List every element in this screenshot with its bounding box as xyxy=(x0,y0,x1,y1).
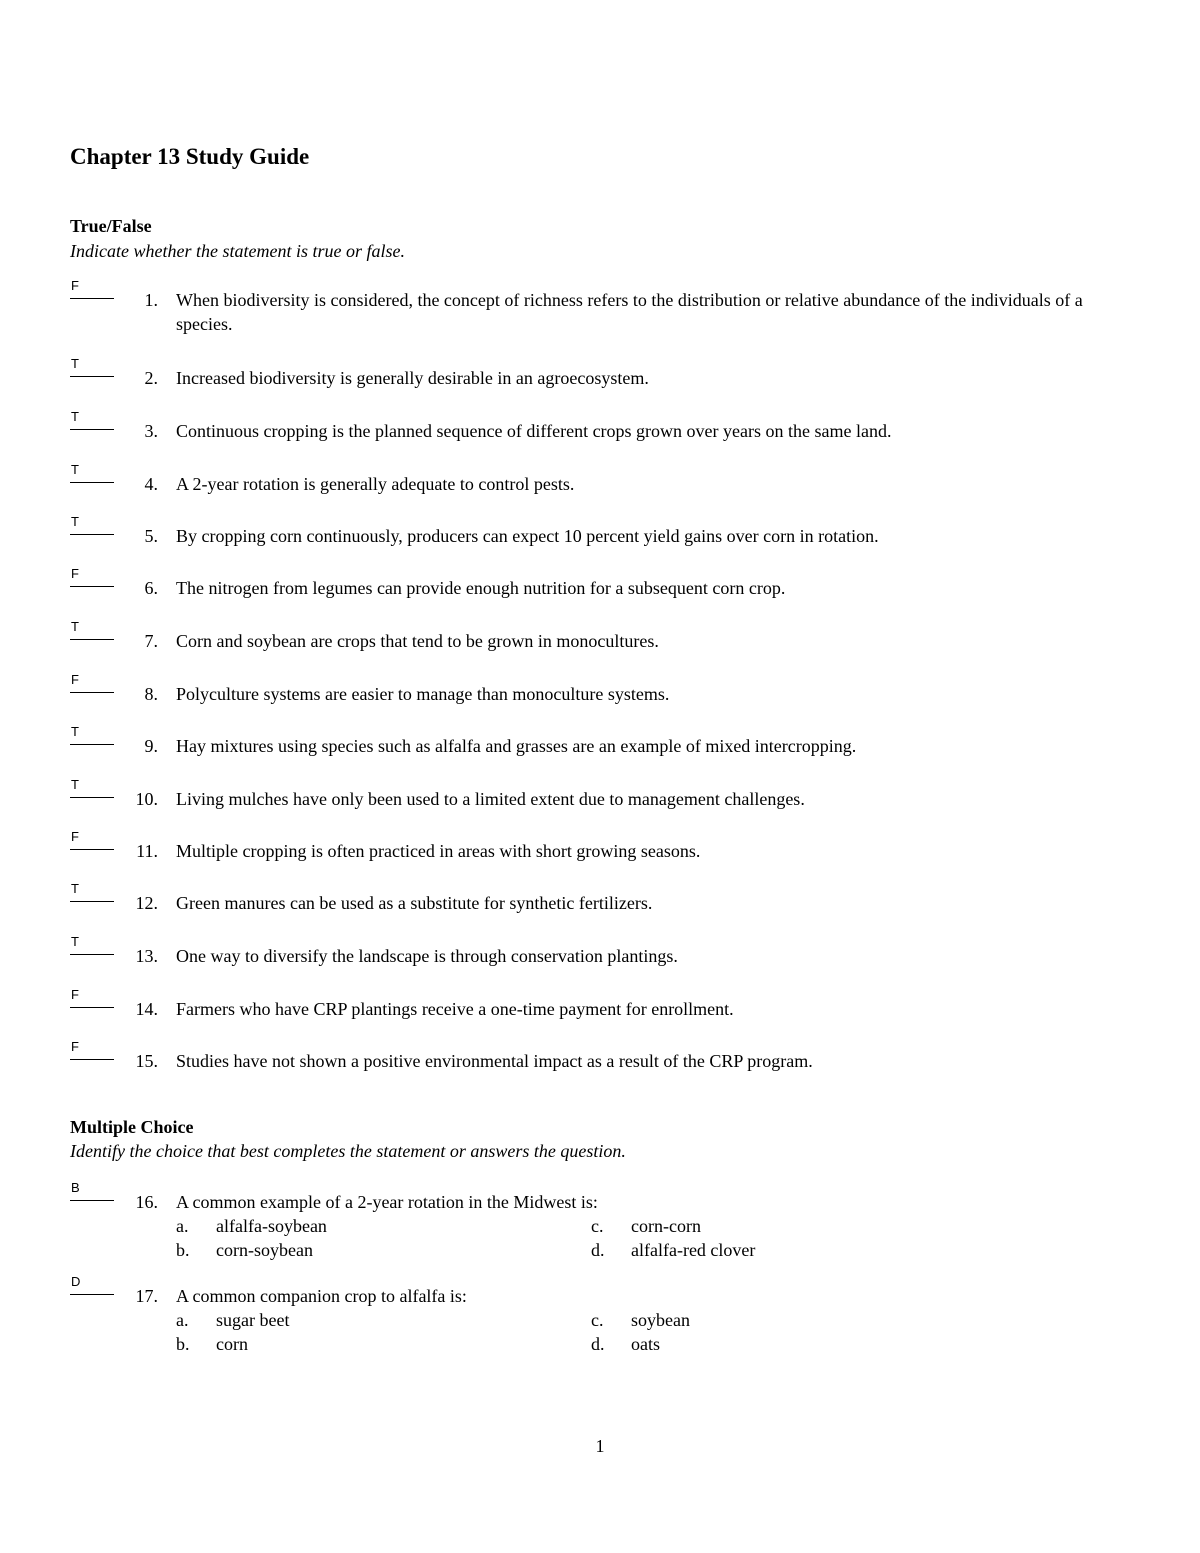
question-number: 5. xyxy=(144,526,158,546)
choice-text: oats xyxy=(631,1334,660,1354)
question-text: Increased biodiversity is generally desirable in an agroecosystem. xyxy=(176,368,649,388)
answer-blank[interactable]: F xyxy=(70,830,114,850)
multiple-choice-instruction: Identify the choice that best completes the statement or answers the question. xyxy=(70,1141,626,1161)
question-number: 12. xyxy=(135,893,158,913)
question-number: 6. xyxy=(144,578,158,598)
answer-blank[interactable]: T xyxy=(70,725,114,745)
question-text: One way to diversify the landscape is through conservation plantings. xyxy=(176,946,678,966)
question-text: Studies have not shown a positive environmental impact as a result of the CRP program. xyxy=(176,1051,813,1071)
question-text: Green manures can be used as a substitute for synthetic fertilizers. xyxy=(176,893,653,913)
question-number: 10. xyxy=(135,789,158,809)
question-text: Hay mixtures using species such as alfalfa and grasses are an example of mixed intercropping. xyxy=(176,736,857,756)
question-number: 7. xyxy=(144,631,158,651)
question-number: 14. xyxy=(135,999,158,1019)
question-text: Corn and soybean are crops that tend to be grown in monocultures. xyxy=(176,631,659,651)
choice-letter: d. xyxy=(591,1240,605,1260)
question-text: A common example of a 2-year rotation in the Midwest is: xyxy=(176,1192,598,1212)
question-text: When biodiversity is considered, the concept of richness refers to the distribution or relative abundance of the individuals of a species. xyxy=(176,290,1083,334)
answer-choice[interactable] xyxy=(591,1308,690,1332)
choice-text: alfalfa-soybean xyxy=(216,1216,327,1236)
answer-blank[interactable]: T xyxy=(70,410,114,430)
answer-blank[interactable]: T xyxy=(70,882,114,902)
answer-blank[interactable]: T xyxy=(70,357,114,377)
question-number: 4. xyxy=(144,474,158,494)
choice-text: corn-soybean xyxy=(216,1240,313,1260)
choice-letter: b. xyxy=(176,1334,190,1354)
question-text: A 2-year rotation is generally adequate to control pests. xyxy=(176,474,575,494)
question-number: 3. xyxy=(144,421,158,441)
choice-letter: a. xyxy=(176,1310,189,1330)
question-number: 16. xyxy=(135,1192,158,1212)
question-number: 1. xyxy=(144,290,158,310)
question-text: Continuous cropping is the planned sequence of different crops grown over years on the same land. xyxy=(176,421,892,441)
multiple-choice-heading: Multiple Choice xyxy=(70,1117,194,1137)
answer-blank[interactable]: T xyxy=(70,935,114,955)
true-false-heading: True/False xyxy=(70,216,152,236)
question-number: 8. xyxy=(144,684,158,704)
choice-letter: a. xyxy=(176,1216,189,1236)
question-text: Polyculture systems are easier to manage than monoculture systems. xyxy=(176,684,670,704)
answer-choice[interactable] xyxy=(176,1214,327,1238)
question-number: 9. xyxy=(144,736,158,756)
choice-letter: b. xyxy=(176,1240,190,1260)
question-text: The nitrogen from legumes can provide enough nutrition for a subsequent corn crop. xyxy=(176,578,786,598)
question-number: 15. xyxy=(135,1051,158,1071)
question-number: 2. xyxy=(144,368,158,388)
page-number: 1 xyxy=(595,1436,605,1456)
choice-letter: c. xyxy=(591,1216,604,1236)
answer-choice[interactable] xyxy=(176,1332,248,1356)
question-number: 11. xyxy=(136,841,158,861)
question-text: A common companion crop to alfalfa is: xyxy=(176,1286,467,1306)
question-number: 13. xyxy=(135,946,158,966)
question-text: Living mulches have only been used to a limited extent due to management challenges. xyxy=(176,789,805,809)
answer-blank[interactable]: F xyxy=(70,1040,114,1060)
question-number: 17. xyxy=(135,1286,158,1306)
answer-blank[interactable]: F xyxy=(70,567,114,587)
choice-text: alfalfa-red clover xyxy=(631,1240,756,1260)
answer-choice[interactable] xyxy=(591,1238,755,1262)
choice-text: corn-corn xyxy=(631,1216,701,1236)
answer-choice[interactable] xyxy=(591,1214,701,1238)
question-text: Farmers who have CRP plantings receive a one-time payment for enrollment. xyxy=(176,999,734,1019)
answer-choice[interactable] xyxy=(591,1332,660,1356)
question-text: By cropping corn continuously, producers can expect 10 percent yield gains over corn in rotation. xyxy=(176,526,879,546)
answer-choice[interactable] xyxy=(176,1308,289,1332)
answer-blank[interactable]: F xyxy=(70,673,114,693)
choice-letter: d. xyxy=(591,1334,605,1354)
answer-blank[interactable]: T xyxy=(70,463,114,483)
answer-blank[interactable]: T xyxy=(70,778,114,798)
choice-text: corn xyxy=(216,1334,248,1354)
answer-choice[interactable] xyxy=(176,1238,313,1262)
question-text: Multiple cropping is often practiced in areas with short growing seasons. xyxy=(176,841,701,861)
answer-blank[interactable]: T xyxy=(70,515,114,535)
answer-blank[interactable]: T xyxy=(70,620,114,640)
choice-letter: c. xyxy=(591,1310,604,1330)
choice-text: sugar beet xyxy=(216,1310,290,1330)
choice-text: soybean xyxy=(631,1310,690,1330)
true-false-instruction: Indicate whether the statement is true or false. xyxy=(70,241,405,261)
answer-blank[interactable]: B xyxy=(70,1181,114,1201)
page-title: Chapter 13 Study Guide xyxy=(70,144,310,169)
answer-blank[interactable]: F xyxy=(70,279,114,299)
answer-blank[interactable]: D xyxy=(70,1275,114,1295)
answer-blank[interactable]: F xyxy=(70,988,114,1008)
